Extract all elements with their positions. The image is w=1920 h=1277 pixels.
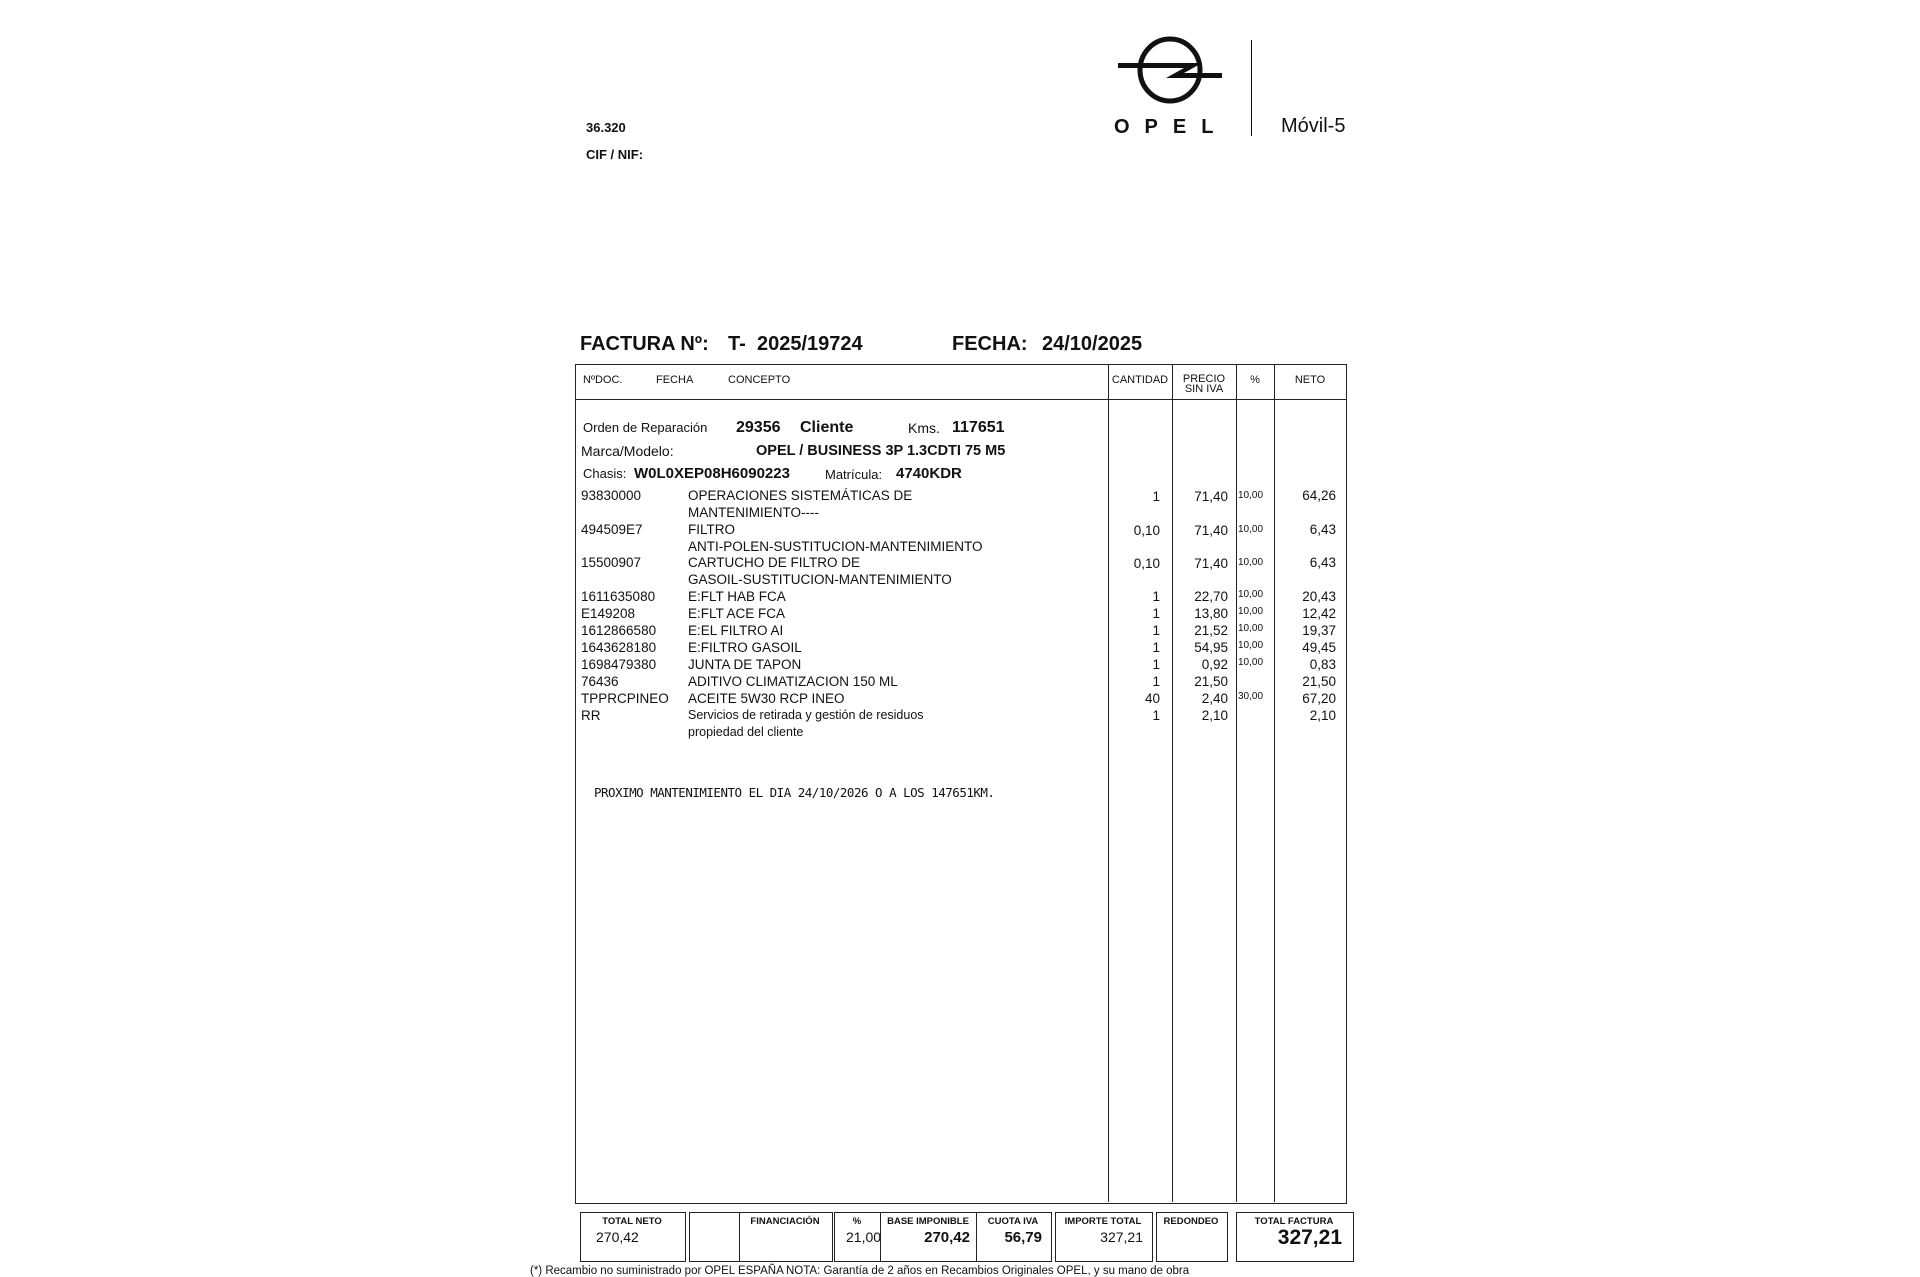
line-net: 49,45 [1302,640,1336,655]
cuota-iva-label: CUOTA IVA [987,1216,1039,1227]
line-pct: 30,00 [1238,691,1264,702]
line-concept: E:FILTRO GASOIL [688,640,802,655]
line-pct: 10,00 [1238,606,1264,617]
line-concept: CARTUCHO DE FILTRO DE [688,555,861,570]
total-factura-value: 327,21 [1277,1226,1342,1249]
kms-label: Kms. [908,420,940,436]
line-pct: 10,00 [1238,524,1264,535]
line-net: 21,50 [1302,674,1336,689]
col-header-pct: % [1250,374,1260,386]
total-factura-label: TOTAL FACTURA [1254,1216,1334,1227]
chasis-value: W0L0XEP08H6090223 [634,465,790,482]
line-pct: 10,00 [1238,623,1264,634]
line-concept-2: GASOIL-SUSTITUCION-MANTENIMIENTO [688,572,952,587]
base-imponible-label: BASE IMPONIBLE [887,1216,969,1227]
line-net: 6,43 [1309,522,1336,537]
col-header-precio-line2: SIN IVA [1184,383,1224,395]
line-pct: 10,00 [1238,640,1264,651]
col-header-precio [1172,374,1236,394]
line-pct: 10,00 [1238,557,1264,568]
dealer-name: Móvil-5 [1281,115,1346,137]
marca-label: Marca/Modelo: [581,443,674,459]
col-header-ndoc: NºDOC. [583,374,623,386]
line-concept-2: MANTENIMIENTO---- [688,505,819,520]
logo-divider [1251,40,1252,136]
opel-logo-icon [1110,32,1230,112]
line-price: 2,10 [1201,708,1228,723]
line-qty: 1 [1152,674,1160,689]
line-concept: E:FLT HAB FCA [688,589,786,604]
col-header-fecha: FECHA [656,374,694,386]
line-qty: 1 [1152,623,1160,638]
line-concept: E:FLT ACE FCA [688,606,786,621]
line-price: 0,92 [1201,657,1228,672]
marca-value: OPEL / BUSINESS 3P 1.3CDTI 75 M5 [756,443,1006,459]
line-net: 0,83 [1309,657,1336,672]
line-net: 2,10 [1309,708,1336,723]
table-header-divider [575,399,1347,400]
line-concept: Servicios de retirada y gestión de residuos [688,708,924,722]
line-qty: 1 [1152,657,1160,672]
tax-pct-label: % [852,1216,862,1227]
line-code: 93830000 [581,488,642,503]
total-neto-value: 270,42 [596,1229,639,1245]
col-header-precio-line1: PRECIO [1182,373,1226,385]
line-code: 1698479380 [581,657,657,672]
invoice-series: T- [728,333,746,355]
line-concept-2: propiedad del cliente [688,725,804,739]
line-qty: 1 [1152,589,1160,604]
line-code: 1611635080 [581,589,656,604]
line-net: 20,43 [1302,589,1336,604]
line-qty: 40 [1144,691,1160,706]
line-qty: 1 [1152,640,1160,655]
line-pct: 10,00 [1238,589,1264,600]
line-code: 76436 [581,674,619,689]
line-qty: 1 [1152,489,1160,504]
line-code: 1643628180 [581,640,657,655]
orden-label: Orden de Reparación [583,420,708,435]
chasis-label: Chasis: [583,466,627,481]
line-qty: 1 [1152,708,1160,723]
line-price: 21,52 [1194,623,1228,638]
invoice-number-label: FACTURA Nº: [580,333,709,355]
redondeo-label: REDONDEO [1163,1216,1219,1227]
line-price: 71,40 [1194,489,1228,504]
line-concept: JUNTA DE TAPON [688,657,802,672]
col-header-concepto: CONCEPTO [728,374,791,386]
line-qty: 1 [1152,606,1160,621]
kms-value: 117651 [952,419,1005,436]
line-code: E149208 [581,606,636,621]
line-price: 22,70 [1194,589,1228,604]
line-pct: 10,00 [1238,490,1264,501]
line-price: 54,95 [1194,640,1228,655]
line-qty: 0,10 [1133,523,1160,538]
line-code: RR [581,708,601,723]
importe-total-label: IMPORTE TOTAL [1064,1216,1142,1227]
col-divider-pct [1236,364,1237,1202]
opel-logo-text: OPEL [1114,116,1229,138]
col-header-cantidad: CANTIDAD [1111,374,1169,386]
line-net: 6,43 [1309,555,1336,570]
line-concept: ADITIVO CLIMATIZACION 150 ML [688,674,898,689]
orden-number: 29356 [736,419,781,436]
line-code: 494509E7 [581,522,643,537]
line-price: 21,50 [1194,674,1228,689]
invoice-date: 24/10/2025 [1042,333,1143,355]
line-price: 13,80 [1194,606,1228,621]
line-price: 71,40 [1194,556,1228,571]
line-concept: ACEITE 5W30 RCP INEO [688,691,845,706]
cuota-iva-value: 56,79 [1004,1229,1042,1246]
line-code: 1612866580 [581,623,657,638]
line-price: 2,40 [1201,691,1228,706]
footer-right: NOTA: Garantía de 2 años en Recambios Originales OPEL, y su mano de obra [786,1265,1190,1277]
total-neto-label: TOTAL NETO [602,1216,662,1227]
line-net: 12,42 [1302,606,1336,621]
line-concept: OPERACIONES SISTEMÁTICAS DE [688,488,913,503]
matricula-label: Matrícula: [825,467,883,482]
invoice-date-label: FECHA: [952,333,1028,355]
line-price: 71,40 [1194,523,1228,538]
line-concept: FILTRO [688,522,735,537]
maintenance-note: PROXIMO MANTENIMIENTO EL DIA 24/10/2026 O A LOS 147651KM. [594,785,995,800]
cliente-label: Cliente [800,419,854,436]
line-concept: E:EL FILTRO AI [688,623,784,638]
line-code: 15500907 [581,555,642,570]
invoice-number: 2025/19724 [757,333,863,355]
tax-pct-value: 21,00 [846,1229,882,1245]
footer-left: (*) Recambio no suministrado por OPEL ESPAÑA [530,1265,784,1277]
matricula-value: 4740KDR [896,465,962,482]
financiacion-label: FINANCIACIÓN [750,1216,820,1227]
line-net: 67,20 [1302,691,1336,706]
line-net: 19,37 [1302,623,1336,638]
line-concept-2: ANTI-POLEN-SUSTITUCION-MANTENIMIENTO [688,539,983,554]
line-net: 64,26 [1302,488,1336,503]
importe-total-value: 327,21 [1100,1229,1143,1245]
col-header-neto: NETO [1294,374,1326,386]
line-qty: 0,10 [1133,556,1160,571]
company-code: 36.320 [586,120,626,135]
line-code: TPPRCPINEO [581,691,669,706]
cif-label: CIF / NIF: [586,147,644,162]
line-pct: 10,00 [1238,657,1264,668]
base-imponible-value: 270,42 [924,1229,970,1246]
